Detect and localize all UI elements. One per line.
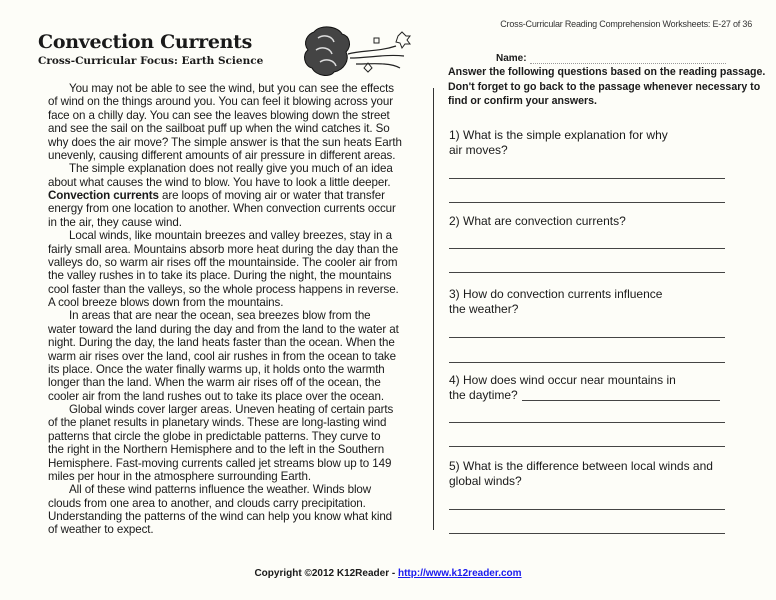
passage-line: valleys do, so warm air rises off the mountainside. The cooler air from <box>48 255 398 269</box>
passage-line: about what causes the wind to blow. You have to look a little deeper. <box>48 175 391 189</box>
name-field[interactable] <box>530 63 726 64</box>
passage-line: Understanding the patterns of the wind can help you know what kind <box>48 510 393 523</box>
passage-line: in the air, they cause wind. <box>48 215 182 229</box>
answer-line[interactable] <box>449 362 725 363</box>
copyright-text: Copyright ©2012 K12Reader - <box>254 568 398 579</box>
question-3 <box>449 287 749 317</box>
answer-line[interactable] <box>449 337 725 338</box>
question-text: 4) How does wind occur near mountains in <box>449 373 676 387</box>
answer-line[interactable] <box>449 422 725 423</box>
instructions: Answer the following questions based on the reading passage. Don't forget to go back to the passage whenever necessary to find or confirm your answers. <box>448 66 766 107</box>
passage-line: Hemisphere. Fast-moving currents called jet streams blow up to 149 <box>48 456 392 470</box>
passage-line: the valley rushes in to take its place. During the night, the mountains <box>48 269 392 283</box>
question-5 <box>449 459 769 489</box>
passage-line: miles per hour in the atmosphere surrounding Earth. <box>48 469 311 483</box>
worksheet-reference: Cross-Curricular Reading Comprehension Worksheets: E-27 of 36 <box>500 19 752 29</box>
passage-line: of weather to expect. <box>48 523 154 537</box>
answer-line[interactable] <box>449 178 725 179</box>
page-title: Convection Currents <box>38 31 253 53</box>
question-text: 3) How do convection currents influence <box>449 287 663 301</box>
passage-line: water toward the land during the day and from the land to the water at <box>48 322 399 336</box>
question-text: 2) What are convection currents? <box>449 214 626 228</box>
passage-line: clouds from one area to another, and clouds carry precipitation. <box>48 496 366 510</box>
passage-line: warm air rises over the land, cool air rushes in from the ocean to take <box>48 349 396 363</box>
passage-line: face on a chilly day. You can see the leaves blowing down the street <box>48 108 390 122</box>
question-4 <box>449 373 749 403</box>
passage-line: In areas that are near the ocean, sea breezes blow from the <box>69 309 371 323</box>
answer-line[interactable] <box>449 248 725 249</box>
footer <box>0 568 776 579</box>
wind-face-illustration <box>300 24 425 79</box>
passage-line: cool faster than the valleys, so the whole process happens in reverse. <box>48 282 399 296</box>
answer-line[interactable] <box>522 400 720 401</box>
passage-line: of wind on the things around you. You can feel it blowing across your <box>48 95 394 109</box>
passage-line: cooler air from the land rushes out to take its place over the ocean. <box>48 389 384 403</box>
passage-line: night. During the day, the land heats faster than the ocean. When the <box>48 336 395 350</box>
passage-line: patterns that circle the globe in predictable patterns. They curve to <box>48 429 381 443</box>
passage-line: The simple explanation does not really give you much of an idea <box>69 162 393 176</box>
passage-line: Local winds, like mountain breezes and valley breezes, stay in a <box>69 229 392 243</box>
passage-line: the right in the Northern Hemisphere and to the left in the Southern <box>48 443 385 457</box>
name-label: Name: <box>496 53 527 64</box>
passage-line: and see the sail on the sailboat puff up when the wind catches it. So <box>48 122 390 136</box>
passage-line: A cool breeze blows down from the mountains. <box>48 296 284 309</box>
question-2 <box>449 214 749 229</box>
passage-line: energy from one location to another. When convection currents occur <box>48 202 396 216</box>
vocabulary-term: Convection currents <box>48 189 159 202</box>
passage-line: You may not be able to see the wind, but you can see the effects <box>69 82 394 95</box>
question-text: the daytime? <box>449 388 518 402</box>
passage-line: Global winds cover larger areas. Uneven heating of certain parts <box>69 403 394 416</box>
question-text: global winds? <box>449 474 522 488</box>
answer-line[interactable] <box>449 509 725 510</box>
question-1 <box>449 128 749 158</box>
passage-line: unevenly, causing different amounts of air pressure in different areas. <box>48 148 396 162</box>
question-text: the weather? <box>449 302 519 316</box>
passage-line: of the planet results in planetary winds. These are long-lasting wind <box>48 416 387 430</box>
passage-line: fairly small area. Mountains absorb more heat during the day than the <box>48 242 399 256</box>
question-text: 1) What is the simple explanation for why <box>449 128 668 142</box>
passage-line: All of these wind patterns influence the weather. Winds blow <box>69 483 372 497</box>
reading-passage <box>48 82 423 537</box>
k12reader-link[interactable]: http://www.k12reader.com <box>397 568 522 579</box>
answer-line[interactable] <box>449 533 725 534</box>
passage-line: why does the air move? The simple answer is that the sun heats Earth <box>48 135 402 149</box>
answer-line[interactable] <box>449 272 725 273</box>
passage-line: longer than the land. When the warm air rises off of the ocean, the <box>48 376 381 390</box>
passage-line: its place. Once the water finally warms up, it holds onto the warmth <box>48 362 385 376</box>
answer-line[interactable] <box>449 202 725 203</box>
page-subtitle: Cross-Curricular Focus: Earth Science <box>38 55 264 67</box>
answer-line[interactable] <box>449 446 725 447</box>
column-divider <box>433 88 434 530</box>
passage-line: Convection currents are loops of moving air or water that transfer <box>48 189 385 202</box>
question-text: 5) What is the difference between local winds and <box>449 459 713 473</box>
question-text: air moves? <box>449 143 508 157</box>
